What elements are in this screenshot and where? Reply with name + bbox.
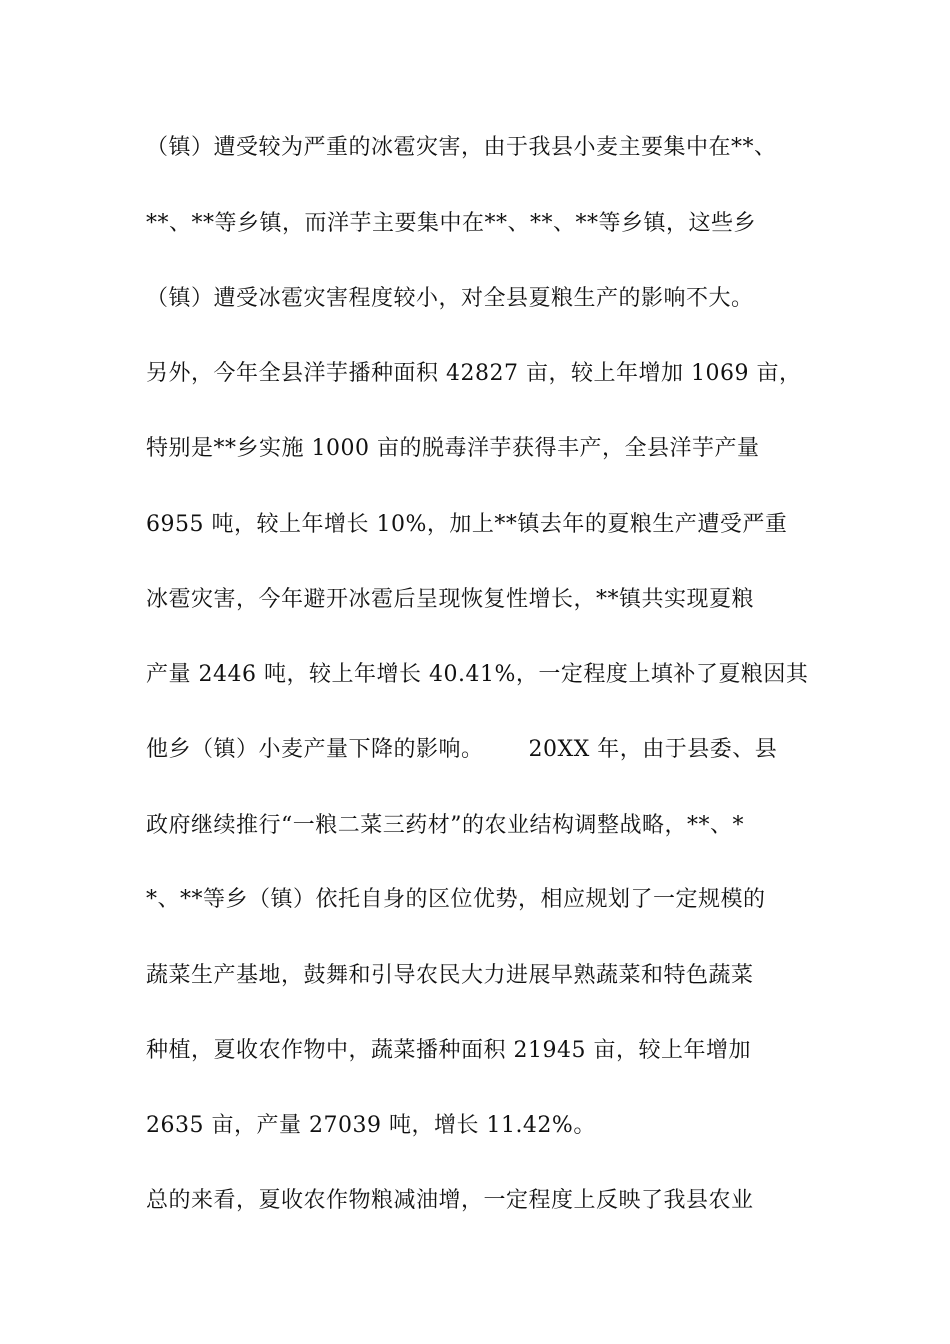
text-line-12: 蔬菜生产基地，鼓舞和引导农民大力进展早熟蔬菜和特色蔬菜 (146, 963, 754, 988)
text-line-5: 特别是**乡实施 1000 亩的脱毒洋芋获得丰产，全县洋芋产量 (146, 436, 760, 461)
text-line-11: *、**等乡（镇）依托自身的区位优势，相应规划了一定规模的 (146, 887, 766, 912)
text-line-10: 政府继续推行“一粮二菜三药材”的农业结构调整战略，**、* (146, 813, 744, 838)
text-line-9: 他乡（镇）小麦产量下降的影响。 20XX 年，由于县委、县 (146, 737, 778, 762)
text-line-13: 种植，夏收农作物中，蔬菜播种面积 21945 亩，较上年增加 (146, 1038, 751, 1063)
text-line-14: 2635 亩，产量 27039 吨，增长 11.42%。 (146, 1113, 596, 1138)
text-line-1: （镇）遭受较为严重的冰雹灾害，由于我县小麦主要集中在**、 (146, 135, 777, 160)
text-line-3: （镇）遭受冰雹灾害程度较小，对全县夏粮生产的影响不大。 (146, 286, 754, 311)
text-line-15: 总的来看，夏收农作物粮减油增，一定程度上反映了我县农业 (146, 1188, 754, 1213)
text-line-4: 另外，今年全县洋芋播种面积 42827 亩，较上年增加 1069 亩， (146, 361, 802, 386)
text-line-7: 冰雹灾害，今年避开冰雹后呈现恢复性增长，**镇共实现夏粮 (146, 587, 755, 612)
text-line-8: 产量 2446 吨，较上年增长 40.41%，一定程度上填补了夏粮因其 (146, 662, 809, 687)
text-line-6: 6955 吨，较上年增长 10%，加上**镇去年的夏粮生产遭受严重 (146, 512, 788, 537)
text-line-2: **、**等乡镇，而洋芋主要集中在**、**、**等乡镇，这些乡 (146, 211, 757, 236)
